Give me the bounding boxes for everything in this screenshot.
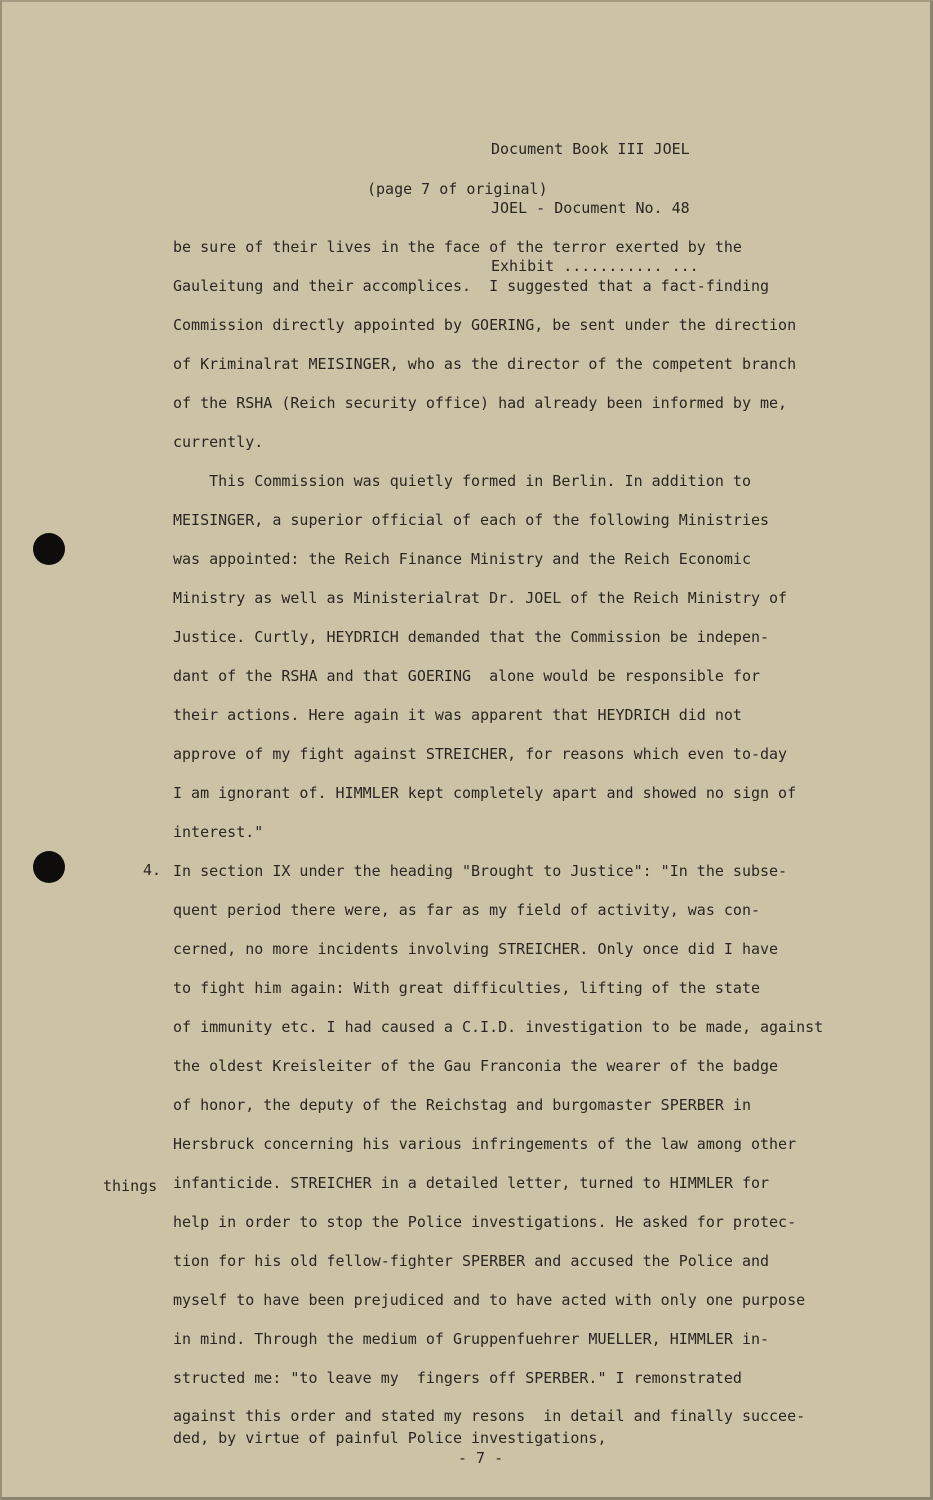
body-line: MEISINGER, a superior official of each of the following Ministries <box>173 511 770 529</box>
body-line: was appointed: the Reich Finance Ministry and the Reich Economic <box>173 550 751 568</box>
body-line: I am ignorant of. HIMMLER kept completely apart and showed no sign of <box>173 784 797 802</box>
body-line: Gauleitung and their accomplices. I suggested that a fact-finding <box>173 277 770 295</box>
body-line: Commission directly appointed by GOERING, be sent under the direction <box>173 316 797 334</box>
body-line: to fight him again: With great difficulties, lifting of the state <box>173 979 760 997</box>
body-line: the oldest Kreisleiter of the Gau Franconia the wearer of the badge <box>173 1057 779 1075</box>
body-line: This Commission was quietly formed in Berlin. In addition to <box>173 472 751 490</box>
body-line: In section IX under the heading "Brought to Justice": "In the subse- <box>173 862 788 880</box>
body-line: infanticide. STREICHER in a detailed letter, turned to HIMMLER for <box>173 1174 770 1192</box>
body-line: interest." <box>173 823 264 841</box>
body-line: quent period there were, as far as my field of activity, was con- <box>173 901 760 919</box>
body-line: help in order to stop the Police investigations. He asked for protec- <box>173 1213 797 1231</box>
body-line: ded, by virtue of painful Police investigations, <box>173 1429 607 1447</box>
body-line: their actions. Here again it was apparent that HEYDRICH did not <box>173 706 742 724</box>
body-line: in mind. Through the medium of Gruppenfuehrer MUELLER, HIMMLER in- <box>173 1330 770 1348</box>
body-line: Hersbruck concerning his various infringements of the law among other <box>173 1135 797 1153</box>
body-line: of the RSHA (Reich security office) had already been informed by me, <box>173 394 788 412</box>
body-line: approve of my fight against STREICHER, for reasons which even to-day <box>173 745 788 763</box>
body-line: of Kriminalrat MEISINGER, who as the director of the competent branch <box>173 355 797 373</box>
punch-hole-icon <box>33 533 65 565</box>
header-book-line: Document Book III JOEL <box>491 140 690 158</box>
punch-hole-icon <box>33 851 65 883</box>
body-line: currently. <box>173 433 264 451</box>
paragraph-number: 4. <box>143 861 162 879</box>
body-line: Ministry as well as Ministerialrat Dr. JOEL of the Reich Ministry of <box>173 589 788 607</box>
body-line: of immunity etc. I had caused a C.I.D. investigation to be made, against <box>173 1018 824 1036</box>
body-line: structed me: "to leave my fingers off SPERBER." I remonstrated <box>173 1369 742 1387</box>
margin-note: things <box>103 1177 158 1195</box>
body-line: against this order and stated my resons in detail and finally succee- <box>173 1407 806 1425</box>
header-exhibit-line: Exhibit ........... ... <box>491 257 699 275</box>
body-line: tion for his old fellow-fighter SPERBER and accused the Police and <box>173 1252 770 1270</box>
body-line: Justice. Curtly, HEYDRICH demanded that the Commission be indepen- <box>173 628 770 646</box>
page-number: - 7 - <box>458 1449 504 1467</box>
body-line: myself to have been prejudiced and to have acted with only one purpose <box>173 1291 806 1309</box>
header-document-line: JOEL - Document No. 48 <box>491 198 690 217</box>
body-line: dant of the RSHA and that GOERING alone would be responsible for <box>173 667 760 685</box>
document-header <box>491 101 699 296</box>
body-line: be sure of their lives in the face of the terror exerted by the <box>173 238 742 256</box>
original-page-note: (page 7 of original) <box>367 180 548 198</box>
body-line: of honor, the deputy of the Reichstag and burgomaster SPERBER in <box>173 1096 751 1114</box>
body-line: cerned, no more incidents involving STREICHER. Only once did I have <box>173 940 779 958</box>
